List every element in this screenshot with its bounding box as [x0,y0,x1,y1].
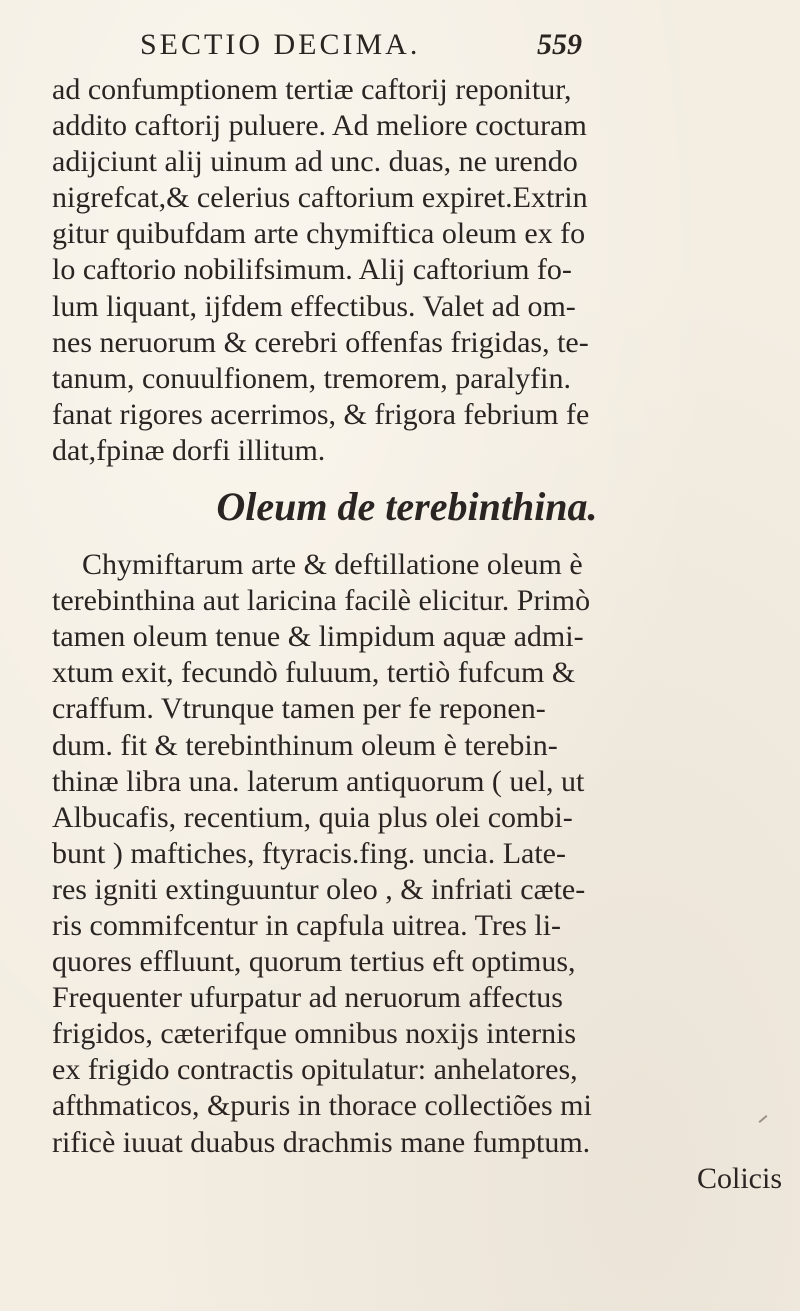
text-line: res igniti extinguuntur oleo , & infriati cæte- [52,872,586,906]
running-head: SECTIO DECIMA. [140,28,421,61]
text-line: Chymiftarum arte & deftillatione oleum è [82,548,583,582]
text-line: bunt ) maftiches, ftyracis.fing. uncia. Late- [52,836,566,870]
paragraph-2 [52,547,792,1161]
text-line: addito caftorij puluere. Ad meliore cocturam [52,109,587,143]
text-line: tanum, conuulfionem, tremorem, paralyfin. [52,361,572,395]
text-line: thinæ libra una. laterum antiquorum ( uel, ut [52,764,585,798]
text-line: ad confumptionem tertiæ caftorij reponitur, [52,73,572,106]
page-number: 559 [537,28,582,61]
text-line: tamen oleum tenue & limpidum aquæ admi- [52,620,584,654]
text-line: ris commifcentur in capfula uitrea. Tres li- [52,908,562,942]
text-line: rificè iuuat duabus drachmis mane fumptum. [52,1125,591,1159]
text-line: nes neruorum & cerebri offenfas frigidas, te- [52,325,589,359]
text-line: Albucafis, recentium, quia plus olei combi- [52,800,573,834]
text-line: Frequenter ufurpatur ad neruorum affectus [52,981,563,1015]
section-heading [52,469,792,544]
text-line: ex frigido contractis opitulatur: anhelatores, [52,1053,578,1087]
text-line: terebinthina aut laricina facilè elicitur. Primò [52,584,591,618]
text-line: craffum. Vtrunque tamen per fe reponen- [52,692,546,726]
text-line: afthmaticos, &puris in thorace collectiões mi [52,1089,592,1123]
text-line: fanat rigores acerrimos, & frigora febrium fe [52,397,590,431]
page-header [50,28,795,68]
text-line: lo caftorio nobilifsimum. Alij caftorium fo- [52,253,572,287]
text-line: quores effluunt, quorum tertius eft optimus, [52,945,576,979]
text-line: adijciunt alij uinum ad unc. duas, ne urendo [52,145,578,179]
section-heading-text: Oleum de terebinthina. [216,484,598,530]
text-line: frigidos, cæterifque omnibus noxijs internis [52,1017,577,1051]
text-line: lum liquant, ijfdem effectibus. Valet ad om- [52,289,576,323]
text-line: dat,fpinæ dorfi illitum. [52,433,326,467]
catchword: Colicis [696,1161,782,1195]
text-line: dum. fit & terebinthinum oleum è terebin- [52,728,558,762]
text-line: gitur quibufdam arte chymiftica oleum ex fo [52,217,586,251]
text-line: nigrefcat,& celerius caftorium expiret.Extrin [52,181,588,215]
text-line: xtum exit, fecundò fuluum, tertiò fufcum & [52,656,576,690]
text-block [52,72,792,1197]
paragraph-1 [52,72,792,469]
